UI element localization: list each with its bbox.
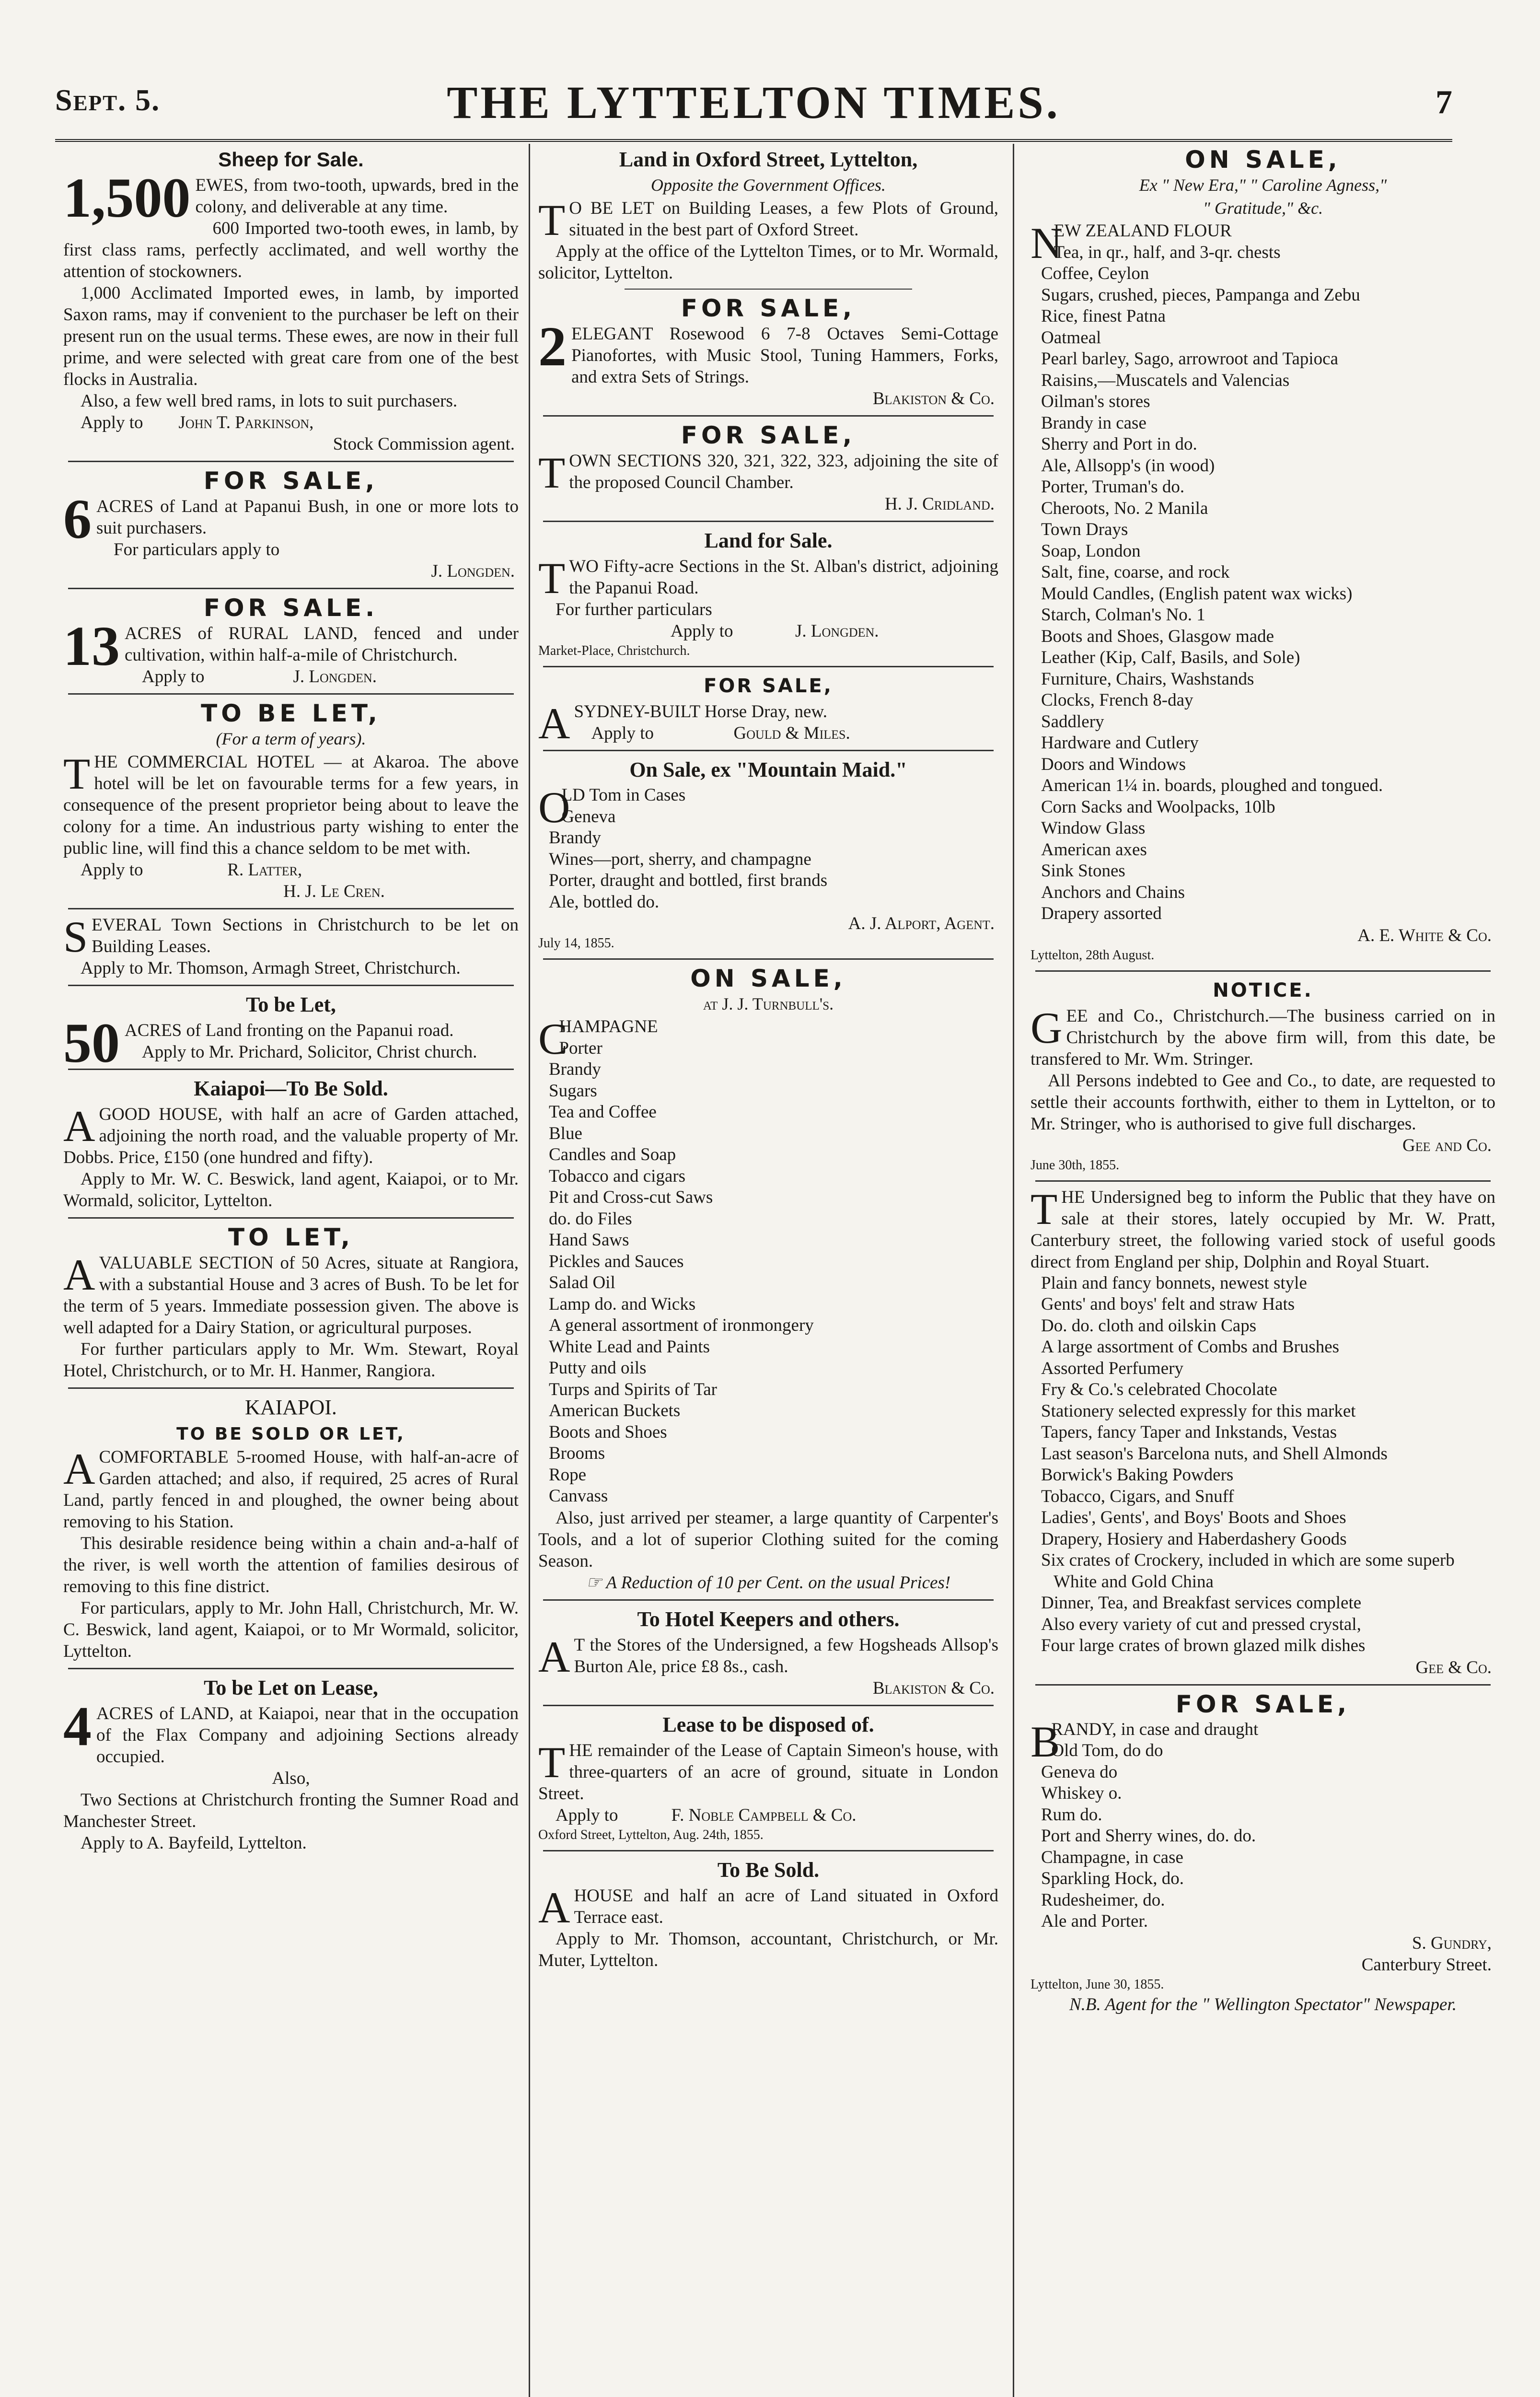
ad-signature: Gould & Miles. xyxy=(733,723,850,743)
list-item: Six crates of Crockery, included in which are some superb White and Gold China xyxy=(1041,1550,1455,1592)
ad-text: Apply to Mr. Prichard, Solicitor, Christ church. xyxy=(142,1042,477,1062)
ad-text: O BE LET on Building Leases, a few Plots of Ground, situated in the best part of Oxford Street. xyxy=(569,198,998,240)
divider xyxy=(543,521,994,522)
drop-cap: T xyxy=(538,196,566,244)
ad-text: EE and Co., Christchurch.—The business carried on in Christchurch by the above firm will, from this date, be transfered to Mr. Wm. Stringer. xyxy=(1031,1006,1495,1069)
list-item: American 1¼ in. boards, ploughed and tongued. xyxy=(1041,776,1383,795)
ad-date: Lyttelton, 28th August. xyxy=(1031,947,1155,963)
ad-subheading: " Gratitude," &c. xyxy=(1203,198,1323,218)
list-item: Salt, fine, coarse, and rock xyxy=(1041,562,1230,582)
ad-signature: John T. Parkinson, xyxy=(178,413,314,432)
ad-number: 2 xyxy=(538,315,567,378)
divider xyxy=(543,415,994,417)
list-item: Coffee, Ceylon xyxy=(1041,264,1149,283)
drop-cap: T xyxy=(1031,1184,1058,1233)
list-item: Cheroots, No. 2 Manila xyxy=(1041,498,1208,518)
apply-label: Apply to xyxy=(81,413,143,432)
ad-on-sale-white xyxy=(1031,146,1495,965)
list-item: Ale, bottled do. xyxy=(549,892,660,912)
list-item: Tapers, fancy Taper and Inkstands, Vestas xyxy=(1041,1422,1337,1442)
list-item: Gents' and boys' felt and straw Hats xyxy=(1041,1294,1295,1314)
drop-cap: C xyxy=(538,1014,568,1063)
list-item: Doors and Windows xyxy=(1041,754,1186,774)
list-item: Sugars xyxy=(549,1081,597,1101)
list-item: Assorted Perfumery xyxy=(1041,1358,1183,1378)
page-number: 7 xyxy=(1436,84,1452,121)
list-item: Clocks, French 8-day xyxy=(1041,690,1193,710)
ad-oxford-terrace-house xyxy=(538,1856,998,1971)
ad-text: Also, xyxy=(272,1769,310,1788)
list-item: Porter xyxy=(559,1038,602,1058)
list-item: Old Tom, do do xyxy=(1051,1741,1163,1760)
ad-heading: NOTICE. xyxy=(1213,979,1313,1001)
ad-signature: J. Longden. xyxy=(293,667,377,687)
ad-heading: FOR SALE, xyxy=(203,467,379,495)
ad-mountain-maid xyxy=(538,756,998,953)
ad-turnbull xyxy=(538,965,998,1594)
ad-text: HOUSE and half an acre of Land situated in Oxford Terrace east. xyxy=(574,1885,998,1927)
list-item: Do. do. cloth and oilskin Caps xyxy=(1041,1315,1257,1336)
divider xyxy=(543,666,994,667)
ad-heading: To Hotel Keepers and others. xyxy=(637,1607,900,1631)
ad-heading: KAIAPOI. xyxy=(245,1396,337,1419)
list-item: Stationery selected expressly for this market xyxy=(1041,1401,1356,1421)
list-item: Rum do. xyxy=(1041,1804,1102,1825)
divider xyxy=(543,750,994,751)
ad-heading: To Be Sold. xyxy=(717,1858,820,1882)
list-item: Sparkling Hock, do. xyxy=(1041,1869,1184,1888)
ad-papanui-road xyxy=(63,991,519,1074)
list-item: Saddlery xyxy=(1041,711,1104,732)
ad-text: ACRES of Land at Papanui Bush, in one or more lots to suit purchasers. xyxy=(96,497,519,538)
divider xyxy=(68,1668,514,1669)
list-item: Pickles and Sauces xyxy=(549,1251,684,1271)
ad-text: For particulars apply to xyxy=(114,540,280,559)
ad-text: SYDNEY-BUILT Horse Dray, new. xyxy=(574,702,828,721)
ad-text: T the Stores of the Undersigned, a few Hogsheads Allsop's Burton Ale, price £8 8s., cash. xyxy=(574,1635,998,1676)
divider xyxy=(543,1705,994,1706)
ad-text: ELEGANT Rosewood 6 7-8 Octaves Semi-Cottage Pianofortes, with Music Stool, Tuning Hammers, Forks, and extra Sets of Strings. xyxy=(571,324,998,387)
list-item: Brandy in case xyxy=(1041,413,1146,433)
divider xyxy=(68,985,514,986)
list-item: Furniture, Chairs, Washstands xyxy=(1041,669,1254,689)
list-item: Last season's Barcelona nuts, and Shell Almonds xyxy=(1041,1443,1388,1464)
divider xyxy=(543,1599,994,1601)
ad-undersigned-gee xyxy=(1031,1184,1495,1678)
list-item: Hardware and Cutlery xyxy=(1041,733,1199,753)
divider xyxy=(1035,1180,1491,1182)
drop-cap: A xyxy=(538,1883,570,1932)
ad-subheading: at J. J. Turnbull's. xyxy=(703,994,834,1013)
divider xyxy=(68,908,514,909)
divider xyxy=(68,1069,514,1070)
drop-cap: G xyxy=(1031,1003,1063,1052)
divider xyxy=(1035,970,1491,972)
divider xyxy=(68,588,514,589)
ad-kaiapoi-residence xyxy=(63,1394,519,1662)
ad-lease-kaiapoi xyxy=(63,1674,519,1854)
list-item: Anchors and Chains xyxy=(1041,882,1185,902)
list-item: Putty and oils xyxy=(549,1358,647,1378)
list-item: Porter, Truman's do. xyxy=(1041,477,1185,497)
ad-signature: A. E. White & Co. xyxy=(1357,925,1492,945)
list-item: American axes xyxy=(1041,839,1147,860)
list-item: Town Drays xyxy=(1041,520,1128,539)
ad-apply xyxy=(538,1804,998,1826)
list-item: Candles and Soap xyxy=(549,1145,676,1164)
ad-signature: Blakiston & Co. xyxy=(872,389,995,408)
list-item: Borwick's Baking Powders xyxy=(1041,1465,1234,1485)
list-item: Whiskey o. xyxy=(1041,1783,1122,1803)
list-item: Sugars, crushed, pieces, Pampanga and Zebu xyxy=(1041,285,1360,305)
ad-text: HE COMMERCIAL HOTEL — at Akaroa. The above hotel will be let on favourable terms for a few years, in consequence of the present proprietor being about to leave the colony for a time. An industrious party wishing to enter the public line, will find this a chance seldom to be met with. xyxy=(63,752,519,858)
ad-text: Apply to A. Bayfeild, Lyttelton. xyxy=(81,1833,307,1853)
column-middle xyxy=(538,144,998,2397)
ad-text: Apply to Mr. Thomson, Armagh Street, Christchurch. xyxy=(81,958,461,978)
ad-notice-gee xyxy=(1031,977,1495,1175)
ad-pianofortes xyxy=(538,294,998,409)
list-item: EW ZEALAND FLOUR xyxy=(1054,221,1232,241)
apply-label: Apply to xyxy=(556,1805,618,1825)
ad-text: OWN SECTIONS 320, 321, 322, 323, adjoining the site of the proposed Council Chamber. xyxy=(569,451,998,492)
ad-text: HE remainder of the Lease of Captain Simeon's house, with three-quarters of an acre of ground, situate in London Street. xyxy=(538,1740,998,1804)
ad-signature: Gee and Co. xyxy=(1402,1135,1492,1155)
ad-kaiapoi-house xyxy=(63,1075,519,1211)
masthead xyxy=(55,72,1452,142)
ad-number: 4 xyxy=(63,1695,92,1757)
ad-text: This desirable residence being within a chain and-a-half of the river, is well worth the attention of families desirous of removing to this fine district. xyxy=(63,1534,519,1596)
list-item: Champagne, in case xyxy=(1041,1847,1183,1867)
divider xyxy=(543,958,994,960)
list-item: Tobacco, Cigars, and Snuff xyxy=(1041,1486,1234,1506)
ad-signature: H. J. Cridland. xyxy=(884,494,995,514)
list-item: Drapery, Hosiery and Haberdashery Goods xyxy=(1041,1529,1347,1549)
apply-label: Apply to xyxy=(81,860,143,880)
ad-number: 1,500 xyxy=(63,166,191,229)
list-item: Brandy xyxy=(549,1059,601,1079)
ad-place: Oxford Street, Lyttelton, Aug. 24th, 1855. xyxy=(538,1827,764,1842)
list-item: Port and Sherry wines, do. do. xyxy=(1041,1826,1256,1846)
list-item: Four large crates of brown glazed milk dishes xyxy=(1041,1636,1366,1655)
list-item: Plain and fancy bonnets, newest style xyxy=(1041,1273,1307,1293)
list-item: Rudesheimer, do. xyxy=(1041,1890,1165,1910)
column-left xyxy=(63,144,519,2397)
ad-commercial-hotel xyxy=(63,699,519,902)
list-item: do. do Files xyxy=(549,1209,632,1229)
ad-signature: J. Longden. xyxy=(795,621,879,641)
goods-list xyxy=(538,1016,998,1507)
divider xyxy=(625,289,912,290)
ad-heading: Kaiapoi—To Be Sold. xyxy=(194,1077,388,1100)
ad-oxford-street-land xyxy=(538,146,998,284)
ad-text: GOOD HOUSE, with half an acre of Garden attached, adjoining the north road, and the valuable property of Mr. Dobbs. Price, £150 (one hundred and fifty). xyxy=(63,1105,519,1167)
list-item: Boots and Shoes xyxy=(549,1422,667,1442)
ad-heading: To be Let, xyxy=(246,993,336,1016)
drop-cap: A xyxy=(63,1444,95,1493)
ad-text: Also, just arrived per steamer, a large quantity of Carpenter's Tools, and a lot of superior Clothing suited for the coming Season. xyxy=(538,1508,998,1571)
ad-brandy-gundry xyxy=(1031,1690,1495,2015)
list-item: Ale and Porter. xyxy=(1041,1911,1148,1931)
ad-lease-disposed xyxy=(538,1711,998,1844)
ad-text: 600 Imported two-tooth ewes, in lamb, by first class rams, perfectly acclimated, and well worthy the attention of stockowners. xyxy=(63,219,519,281)
ad-text: Apply at the office of the Lyttelton Times, or to Mr. Wormald, solicitor, Lyttelton. xyxy=(538,242,998,283)
drop-cap: O xyxy=(538,783,570,832)
newspaper-title: THE LYTTELTON TIMES. xyxy=(447,77,1061,128)
drop-cap: A xyxy=(63,1102,95,1151)
ad-text: ACRES of Land fronting on the Papanui road. xyxy=(125,1021,454,1040)
drop-cap: T xyxy=(63,749,91,798)
list-item: Ladies', Gents', and Boys' Boots and Shoes xyxy=(1041,1508,1346,1527)
list-item: Rope xyxy=(549,1465,587,1485)
ad-apply xyxy=(63,412,519,433)
ad-heading: FOR SALE, xyxy=(704,675,833,697)
list-item: Wines—port, sherry, and champagne xyxy=(549,849,811,869)
list-item: Corn Sacks and Woolpacks, 10lb xyxy=(1041,797,1275,817)
ad-text: WO Fifty-acre Sections in the St. Alban's district, adjoining the Papanui Road. xyxy=(569,557,998,598)
column-rule-2 xyxy=(1013,144,1014,2397)
list-item: Sherry and Port in do. xyxy=(1041,434,1197,454)
ad-subheading: TO BE SOLD OR LET, xyxy=(176,1424,405,1444)
ad-heading: FOR SALE, xyxy=(681,294,856,322)
ad-text: HE Undersigned beg to inform the Public that they have on sale at their stores, lately occupied by Mr. W. Pratt, Canterbury street, the following varied stock of useful goods direct from England per ship, Dolphin and Royal Stuart. xyxy=(1031,1187,1495,1272)
list-item: Blue xyxy=(549,1123,582,1143)
ad-heading: TO BE LET, xyxy=(201,699,381,727)
ad-apply xyxy=(538,722,998,744)
goods-list xyxy=(1031,1273,1495,1657)
ad-subheading: Opposite the Government Offices. xyxy=(651,175,886,195)
list-item: Ale, Allsopp's (in wood) xyxy=(1041,455,1215,476)
drop-cap: S xyxy=(63,912,88,961)
list-item: Raisins,—Muscatels and Valencias xyxy=(1041,370,1290,390)
ad-town-sections-council xyxy=(538,421,998,515)
ad-date: Lyttelton, June 30, 1855. xyxy=(1031,1977,1164,1992)
divider xyxy=(68,1387,514,1389)
ad-heading: On Sale, ex "Mountain Maid." xyxy=(629,758,907,781)
ad-heading: FOR SALE, xyxy=(681,421,856,449)
goods-list xyxy=(538,785,998,913)
ad-subheading: Ex " New Era," " Caroline Agness," xyxy=(1139,175,1387,195)
ad-text: For further particulars xyxy=(556,600,712,619)
ad-heading: To be Let on Lease, xyxy=(204,1676,378,1699)
ad-acres-papanui-bush xyxy=(63,467,519,582)
ad-note: N.B. Agent for the " Wellington Spectator" Newspaper. xyxy=(1069,1994,1457,2014)
list-item: Tobacco and cigars xyxy=(549,1166,686,1186)
issue-date: Sept. 5. xyxy=(55,83,161,117)
list-item: Geneva do xyxy=(1041,1762,1118,1782)
list-item: Oilman's stores xyxy=(1041,392,1150,411)
ad-st-albans-land xyxy=(538,527,998,660)
drop-cap: T xyxy=(538,1737,566,1787)
ad-heading: Land for Sale. xyxy=(704,529,833,552)
ad-heading: TO LET, xyxy=(228,1223,354,1251)
ad-date: June 30th, 1855. xyxy=(1031,1157,1120,1173)
goods-list xyxy=(1031,1719,1495,1932)
ad-hotel-keepers xyxy=(538,1606,998,1699)
ad-text: EWES, from two-tooth, upwards, bred in the colony, and deliverable at any time. xyxy=(195,175,519,217)
ad-text: VALUABLE SECTION of 50 Acres, situate at Rangiora, with a substantial House and 3 acres of Bush. To be let for the term of 5 years. Immediate possession given. The above is well adapted for a Dairy Station, or agricultural purposes. xyxy=(63,1253,519,1338)
drop-cap: A xyxy=(538,699,570,748)
ad-signature: F. Noble Campbell & Co. xyxy=(671,1805,857,1825)
list-item: Drapery assorted xyxy=(1041,904,1162,923)
ad-signature: Canterbury Street. xyxy=(1361,1955,1492,1975)
ad-signature: Gee & Co. xyxy=(1415,1657,1492,1677)
ad-signature: S. Gundry, xyxy=(1412,1933,1492,1953)
ad-rangiora-section xyxy=(63,1223,519,1382)
column-right xyxy=(1031,144,1495,2397)
ad-text: For particulars, apply to Mr. John Hall, Christchurch, Mr. W. C. Beswick, land agent, Kaiapoi, or to Mr Wormald, solicitor, Lyttelton. xyxy=(63,1598,519,1661)
ad-signature: H. J. Le Cren. xyxy=(283,882,385,901)
list-item: HAMPAGNE xyxy=(559,1017,658,1036)
ad-apply xyxy=(538,620,998,642)
list-item: Mould Candles, (English patent wax wicks) xyxy=(1041,583,1353,604)
apply-label: Apply to xyxy=(142,667,205,687)
ad-signature: A. J. Alport, Agent. xyxy=(848,914,995,933)
list-item: White Lead and Paints xyxy=(549,1337,710,1357)
ad-rural-land xyxy=(63,594,519,687)
list-item: Lamp do. and Wicks xyxy=(549,1294,696,1314)
ad-date: July 14, 1855. xyxy=(538,936,614,951)
ad-signature-title: Stock Commission agent. xyxy=(333,434,515,454)
list-item: Canvass xyxy=(549,1486,608,1506)
list-item: American Buckets xyxy=(549,1401,681,1420)
ad-text: Also, a few well bred rams, in lots to suit purchasers. xyxy=(81,391,458,411)
divider xyxy=(1035,1684,1491,1686)
list-item: Also every variety of cut and pressed crystal, xyxy=(1041,1614,1361,1634)
list-item: Geneva xyxy=(561,806,616,826)
ad-text: Two Sections at Christchurch fronting the Sumner Road and Manchester Street. xyxy=(63,1790,519,1831)
ad-signature: Blakiston & Co. xyxy=(872,1678,995,1698)
ad-apply xyxy=(63,859,519,881)
list-item: Oatmeal xyxy=(1041,327,1101,348)
list-item: Sink Stones xyxy=(1041,861,1125,881)
ad-text: 1,000 Acclimated Imported ewes, in lamb, by imported Saxon rams, may if convenient to the purchaser be left on their present run on the usual terms. These ewes, are now in their full prime, and were selected with great care from one of the best flocks in Australia. xyxy=(63,283,519,389)
list-item: Turps and Spirits of Tar xyxy=(549,1379,717,1399)
ad-heading: Lease to be disposed of. xyxy=(662,1712,874,1736)
drop-cap: T xyxy=(538,448,566,497)
list-item: Starch, Colman's No. 1 xyxy=(1041,605,1205,625)
drop-cap: T xyxy=(538,554,566,603)
ad-heading: ON SALE, xyxy=(1185,146,1341,174)
list-item: Window Glass xyxy=(1041,818,1146,838)
ad-heading: Sheep for Sale. xyxy=(218,148,364,171)
divider xyxy=(68,1217,514,1219)
ad-note: ☞ A Reduction of 10 per Cent. on the usual Prices! xyxy=(586,1572,951,1593)
list-item: Leather (Kip, Calf, Basils, and Sole) xyxy=(1041,648,1300,667)
divider xyxy=(543,1850,994,1851)
goods-list xyxy=(1031,221,1495,925)
list-item: Dinner, Tea, and Breakfast services complete xyxy=(1041,1593,1362,1613)
list-item: Soap, London xyxy=(1041,541,1141,561)
list-item: Tea, in qr., half, and 3-qr. chests xyxy=(1054,242,1281,262)
ad-text: Apply to Mr. W. C. Beswick, land agent, Kaiapoi, or to Mr. Wormald, solicitor, Lyttelton. xyxy=(63,1169,519,1210)
ad-subheading: (For a term of years). xyxy=(216,729,366,748)
list-item: Tea and Coffee xyxy=(549,1102,657,1122)
ad-text: All Persons indebted to Gee and Co., to date, are requested to settle their accounts forthwith, either to them in Lyttelton, or to Mr. Stringer, who is authorised to give full discharges. xyxy=(1031,1071,1495,1134)
list-item: Rice, finest Patna xyxy=(1041,306,1166,326)
ad-text: EVERAL Town Sections in Christchurch to be let on Building Leases. xyxy=(92,915,519,956)
apply-label: Apply to xyxy=(591,723,654,743)
ad-signature: J. Longden. xyxy=(431,561,515,581)
divider xyxy=(68,461,514,462)
list-item: LD Tom in Cases xyxy=(561,785,686,805)
ad-text: ACRES of RURAL LAND, fenced and under cultivation, within half-a-mile of Christchurch. xyxy=(125,624,519,665)
divider xyxy=(68,693,514,695)
ad-text: For further particulars apply to Mr. Wm. Stewart, Royal Hotel, Christchurch, or to Mr. H. Hanmer, Rangiora. xyxy=(63,1339,519,1381)
ad-sheep-for-sale xyxy=(63,146,519,455)
list-item: A general assortment of ironmongery xyxy=(549,1315,814,1335)
column-rule-1 xyxy=(529,144,530,2397)
list-item: Salad Oil xyxy=(549,1273,615,1292)
list-item: Pit and Cross-cut Saws xyxy=(549,1187,713,1207)
ad-heading: Land in Oxford Street, Lyttelton, xyxy=(619,148,918,171)
list-item: Porter, draught and bottled, first brands xyxy=(549,871,828,890)
ad-horse-dray xyxy=(538,672,998,748)
ad-number: 6 xyxy=(63,488,92,550)
list-item: A large assortment of Combs and Brushes xyxy=(1041,1337,1340,1357)
list-item: Pearl barley, Sago, arrowroot and Tapioca xyxy=(1041,349,1339,369)
ad-heading: FOR SALE. xyxy=(203,594,379,622)
apply-label: Apply to xyxy=(671,621,733,641)
drop-cap: N xyxy=(1031,219,1063,268)
ad-text: ACRES of LAND, at Kaiapoi, near that in the occupation of the Flax Company and adjoining Sections already occupied. xyxy=(96,1704,519,1767)
ad-text: Apply to Mr. Thomson, accountant, Christchurch, or Mr. Muter, Lyttelton. xyxy=(538,1929,998,1970)
ad-place: Market-Place, Christchurch. xyxy=(538,643,690,658)
list-item: RANDY, in case and draught xyxy=(1051,1719,1259,1739)
ad-text: COMFORTABLE 5-roomed House, with half-an-acre of Garden attached; and also, if required, 25 acres of Rural Land, partly fenced in and ploughed, the owner being about removing to his Station. xyxy=(63,1447,519,1532)
ad-apply xyxy=(63,666,519,687)
ad-town-sections xyxy=(63,914,519,979)
list-item: Hand Saws xyxy=(549,1230,629,1250)
drop-cap: A xyxy=(538,1632,570,1681)
list-item: Boots and Shoes, Glasgow made xyxy=(1041,626,1274,646)
drop-cap: B xyxy=(1031,1717,1060,1766)
ad-signature: R. Latter, xyxy=(227,860,302,880)
list-item: Fry & Co.'s celebrated Chocolate xyxy=(1041,1380,1277,1399)
list-item: Brandy xyxy=(549,828,601,848)
list-item: Brooms xyxy=(549,1443,605,1463)
ad-heading: FOR SALE, xyxy=(1175,1690,1351,1718)
drop-cap: A xyxy=(63,1250,95,1299)
ad-heading: ON SALE, xyxy=(690,965,846,992)
ad-number: 50 xyxy=(63,1012,120,1074)
ad-number: 13 xyxy=(63,615,120,677)
